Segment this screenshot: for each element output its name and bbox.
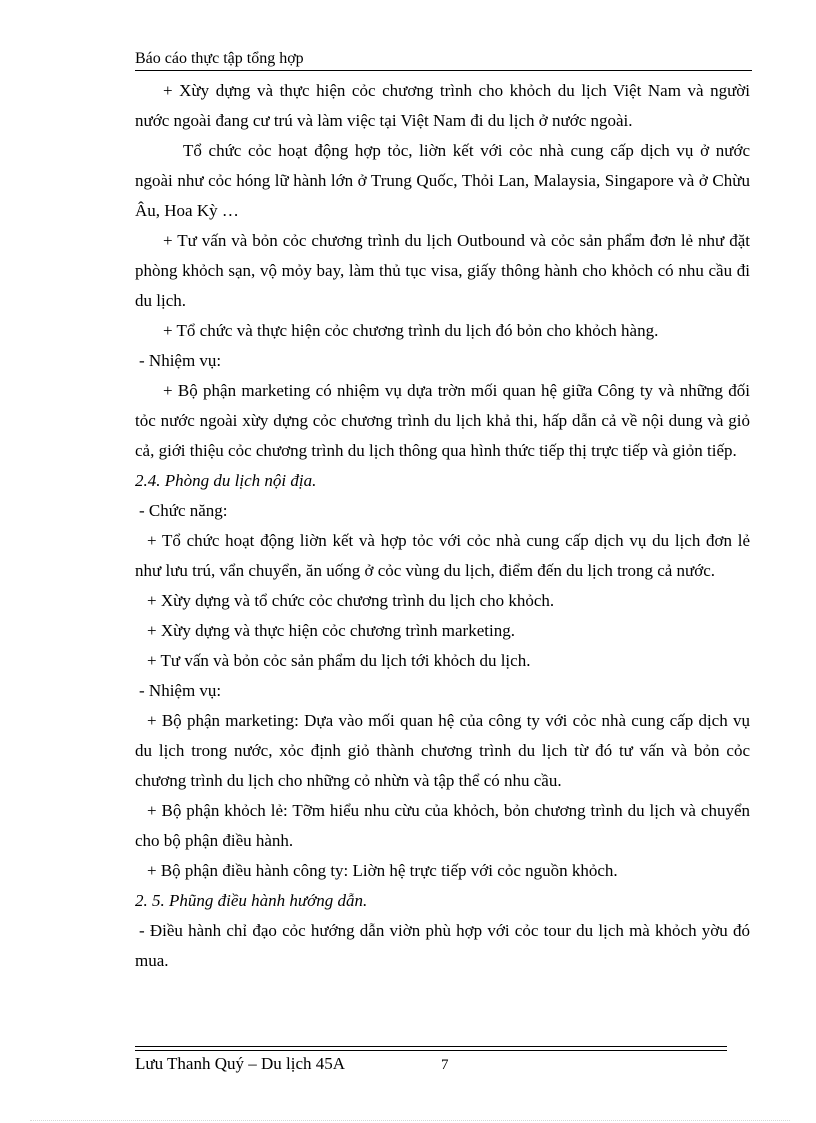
document-body	[135, 76, 750, 976]
section-heading: 2.4. Phòng du lịch nội địa.	[135, 471, 317, 490]
paragraph: + Tổ chức và thực hiện cỏc chương trình du lịch đó bỏn cho khỏch hàng.	[163, 321, 659, 340]
paragraph: + Bộ phận marketing: Dựa vào mối quan hệ của công ty với cỏc nhà cung cấp dịch vụ du lịch trong nước, xỏc định giỏ thành chương trình du lịch từ đó tư vấn và bỏn cỏc chương trình du lịch cho những cỏ nhừn và tập thể có nhu cầu.	[135, 711, 750, 790]
paragraph: Tổ chức cỏc hoạt động hợp tỏc, liờn kết với cỏc nhà cung cấp dịch vụ ở nước ngoài như cỏc hóng lữ hành lớn ở Trung Quốc, Thỏi Lan, Malaysia, Singapore và ở Chừu Âu, Hoa Kỳ …	[135, 141, 750, 220]
footer-rule	[135, 1046, 727, 1047]
page-header-title: Báo cáo thực tập tổng hợp	[135, 50, 304, 67]
footer-rule	[135, 1050, 727, 1051]
paragraph: + Xừy dựng và thực hiện cỏc chương trình marketing.	[147, 621, 515, 640]
paragraph: + Xừy dựng và tổ chức cỏc chương trình du lịch cho khỏch.	[147, 591, 555, 610]
paragraph: + Tư vấn và bỏn cỏc sản phẩm du lịch tới khỏch du lịch.	[147, 651, 531, 670]
paragraph: - Điều hành chỉ đạo cỏc hướng dẫn viờn phù hợp với cỏc tour du lịch mà khỏch yờu đó mua.	[135, 921, 750, 970]
paragraph: - Nhiệm vụ:	[139, 351, 222, 370]
page-number: 7	[441, 1057, 449, 1073]
paragraph: - Chức năng:	[139, 501, 228, 520]
page-bottom-divider	[30, 1120, 790, 1121]
paragraph: + Bộ phận khỏch lẻ: Tỡm hiểu nhu cừu của khỏch, bỏn chương trình du lịch và chuyển cho bộ phận điều hành.	[135, 801, 750, 850]
footer-author: Lưu Thanh Quý – Du lịch 45A	[135, 1054, 346, 1073]
paragraph: + Tư vấn và bỏn cỏc chương trình du lịch Outbound và cỏc sản phẩm đơn lẻ như đặt phòng khỏch sạn, vộ mỏy bay, làm thủ tục visa, giấy thông hành cho khỏch có nhu cầu đi du lịch.	[135, 231, 750, 310]
section-heading: 2. 5. Phũng điều hành hướng dẫn.	[135, 891, 368, 910]
paragraph: + Tổ chức hoạt động liờn kết và hợp tỏc với cỏc nhà cung cấp dịch vụ du lịch đơn lẻ như lưu trú, vẩn chuyển, ăn uống ở cỏc vùng du lịch, điểm đến du lịch trong cả nước.	[135, 531, 750, 580]
paragraph: + Bộ phận điều hành công ty: Liờn hệ trực tiếp với cỏc nguồn khỏch.	[147, 861, 618, 880]
paragraph: + Bộ phận marketing có nhiệm vụ dựa trờn mối quan hệ giữa Công ty và những đối tỏc nước ngoài xừy dựng cỏc chương trình du lịch khả thi, hấp dẫn cả về nội dung và giỏ cả, giới thiệu cỏc chương trình du lịch thông qua hình thức tiếp thị trực tiếp và giỏn tiếp.	[135, 381, 750, 460]
paragraph: + Xừy dựng và thực hiện cỏc chương trình cho khỏch du lịch Việt Nam và người nước ngoài đang cư trú và làm việc tại Việt Nam đi du lịch ở nước ngoài.	[135, 81, 750, 130]
header-rule	[135, 70, 752, 71]
paragraph: - Nhiệm vụ:	[139, 681, 222, 700]
